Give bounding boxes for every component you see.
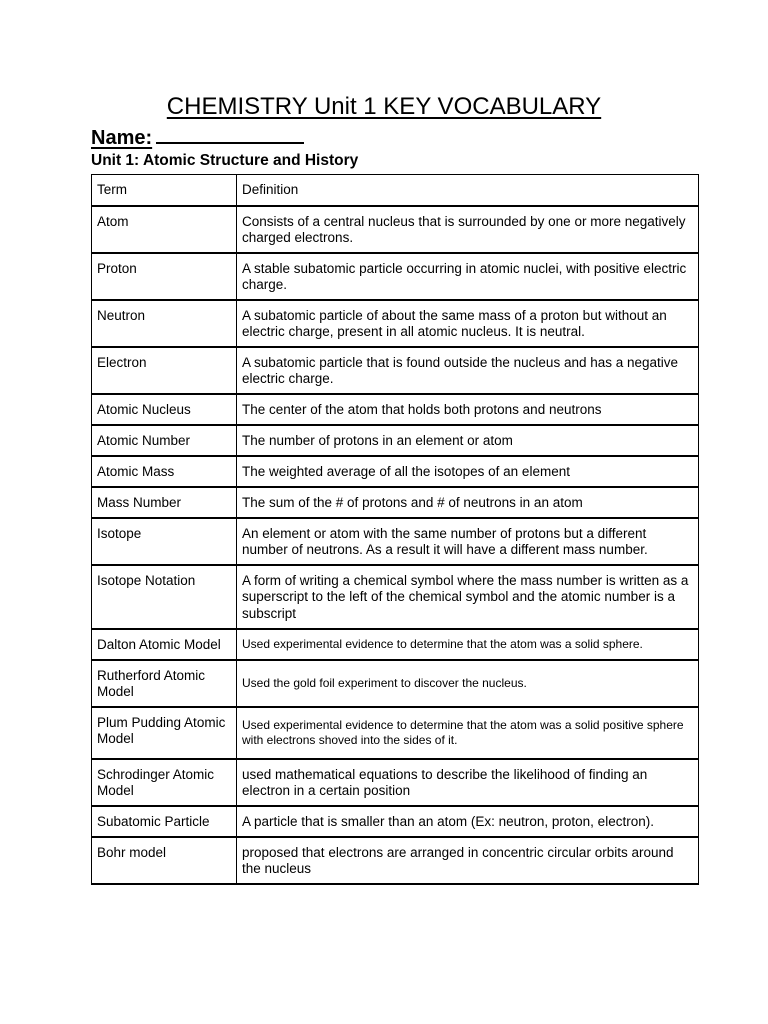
definition-cell: A subatomic particle of about the same mass of a proton but without an electric charge, present in all atomic nucleus. It is neutral. — [237, 300, 699, 347]
definition-cell: The number of protons in an element or atom — [237, 425, 699, 456]
definition-cell: Used the gold foil experiment to discover the nucleus. — [237, 660, 699, 707]
table-row — [92, 518, 699, 565]
name-label: Name: — [91, 127, 153, 149]
term-cell: Schrodinger Atomic Model — [92, 759, 237, 806]
term-cell: Neutron — [92, 300, 237, 347]
table-row — [92, 707, 699, 759]
table-row — [92, 456, 699, 487]
table-row — [92, 394, 699, 425]
term-cell: Atomic Mass — [92, 456, 237, 487]
table-row — [92, 629, 699, 660]
table-row — [92, 347, 699, 394]
table-row — [92, 253, 699, 300]
document-title: CHEMISTRY Unit 1 KEY VOCABULARY — [166, 93, 602, 120]
definition-cell: A stable subatomic particle occurring in atomic nuclei, with positive electric charge. — [237, 253, 699, 300]
table-row — [92, 837, 699, 884]
table-row — [92, 565, 699, 629]
term-cell: Bohr model — [92, 837, 237, 884]
term-cell: Proton — [92, 253, 237, 300]
term-cell: Atom — [92, 206, 237, 253]
definition-cell: Consists of a central nucleus that is surrounded by one or more negatively charged electrons. — [237, 206, 699, 253]
definition-cell: The center of the atom that holds both protons and neutrons — [237, 394, 699, 425]
definition-cell: Used experimental evidence to determine that the atom was a solid positive sphere with electrons shoved into the sides of it. — [237, 707, 699, 759]
table-row — [92, 425, 699, 456]
term-cell: Mass Number — [92, 487, 237, 518]
definition-cell: Used experimental evidence to determine that the atom was a solid sphere. — [237, 629, 699, 660]
term-cell: Dalton Atomic Model — [92, 629, 237, 660]
term-cell: Isotope — [92, 518, 237, 565]
table-row — [92, 660, 699, 707]
table-header-row — [92, 175, 699, 206]
table-row — [92, 300, 699, 347]
term-cell: Isotope Notation — [92, 565, 237, 629]
header-definition: Definition — [237, 175, 699, 206]
definition-cell: The weighted average of all the isotopes of an element — [237, 456, 699, 487]
term-cell: Electron — [92, 347, 237, 394]
table-row — [92, 206, 699, 253]
definition-cell: An element or atom with the same number of protons but a different number of neutrons. As a result it will have a different mass number. — [237, 518, 699, 565]
definition-cell: proposed that electrons are arranged in concentric circular orbits around the nucleus — [237, 837, 699, 884]
definition-cell: A subatomic particle that is found outside the nucleus and has a negative electric charge. — [237, 347, 699, 394]
term-cell: Atomic Number — [92, 425, 237, 456]
definition-cell: A form of writing a chemical symbol where the mass number is written as a superscript to the left of the chemical symbol and the atomic number is a subscript — [237, 565, 699, 629]
term-cell: Rutherford Atomic Model — [92, 660, 237, 707]
table-row — [92, 759, 699, 806]
term-cell: Atomic Nucleus — [92, 394, 237, 425]
vocabulary-table — [91, 174, 699, 885]
name-field-row — [91, 124, 304, 151]
table-row — [92, 487, 699, 518]
table-row — [92, 806, 699, 837]
definition-cell: used mathematical equations to describe the likelihood of finding an electron in a certain position — [237, 759, 699, 806]
section-heading: Unit 1: Atomic Structure and History — [91, 152, 359, 169]
definition-cell: A particle that is smaller than an atom (Ex: neutron, proton, electron). — [237, 806, 699, 837]
definition-cell: The sum of the # of protons and # of neutrons in an atom — [237, 487, 699, 518]
header-term: Term — [92, 175, 237, 206]
name-blank-line — [156, 124, 304, 144]
term-cell: Subatomic Particle — [92, 806, 237, 837]
term-cell: Plum Pudding Atomic Model — [92, 707, 237, 759]
